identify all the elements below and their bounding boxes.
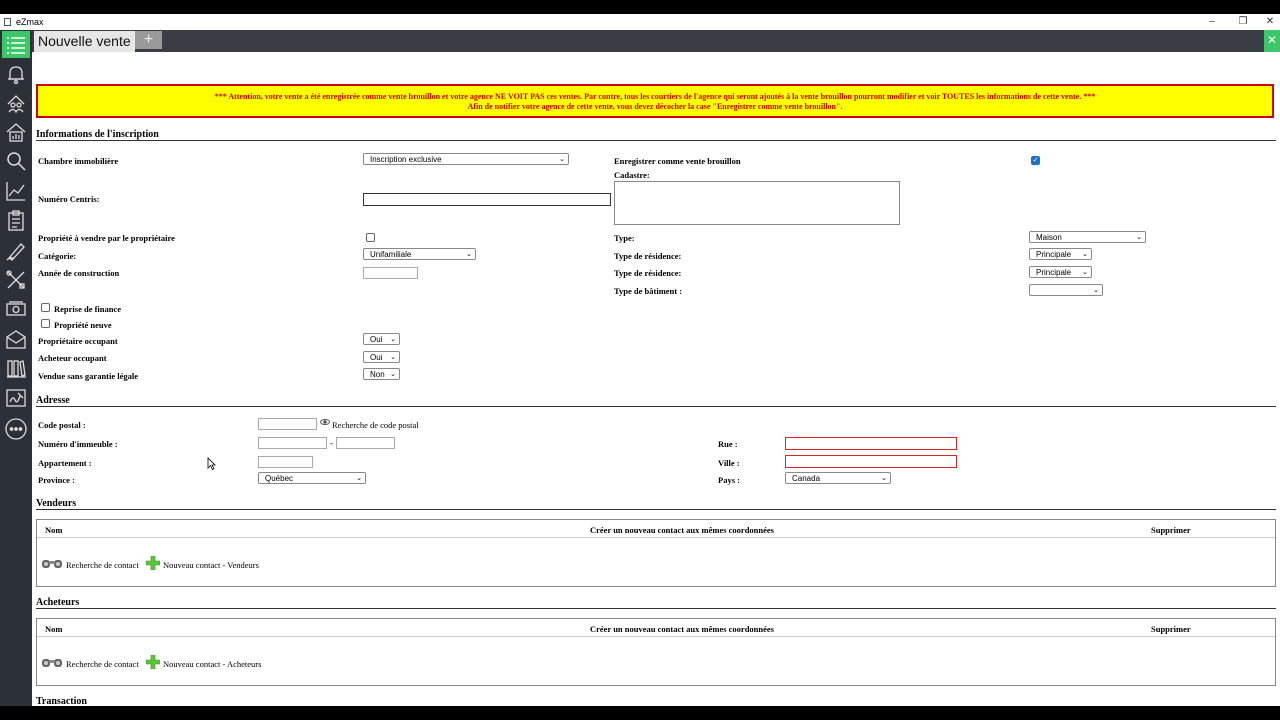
garantie-value: Non xyxy=(370,370,385,379)
eye-icon[interactable] xyxy=(320,418,330,428)
menu-icon[interactable] xyxy=(2,31,30,58)
centris-input[interactable] xyxy=(363,193,611,206)
chevron-down-icon: ⌄ xyxy=(1082,269,1088,276)
categorie-label: Catégorie: xyxy=(38,251,77,261)
annee-input[interactable] xyxy=(363,267,418,279)
pays-value: Canada xyxy=(792,474,821,483)
col-creer: Créer un nouveau contact aux mêmes coordonnées xyxy=(590,525,774,535)
restore-button[interactable]: ❐ xyxy=(1238,16,1248,27)
minimize-button[interactable]: – xyxy=(1209,16,1215,27)
postal-label: Code postal : xyxy=(38,420,86,430)
garantie-select[interactable] xyxy=(363,368,400,380)
residence1-select[interactable] xyxy=(1029,248,1092,260)
immeuble-dash: - xyxy=(330,438,333,448)
table-header xyxy=(37,619,1275,637)
col-supprimer: Supprimer xyxy=(1151,624,1191,634)
money-icon[interactable] xyxy=(3,296,29,322)
section-divider xyxy=(36,140,1276,141)
close-app-button[interactable]: ✕ xyxy=(1264,30,1280,52)
more-icon[interactable] xyxy=(3,416,29,442)
immeuble-label: Numéro d'immeuble : xyxy=(38,439,118,449)
acheteurs-new-link[interactable]: Nouveau contact - Acheteurs xyxy=(163,659,262,669)
type-value: Maison xyxy=(1036,233,1062,242)
chambre-value: Inscription exclusive xyxy=(370,155,442,164)
signature-icon[interactable] xyxy=(3,385,29,411)
brouillon-checkbox[interactable]: ✓ xyxy=(1032,156,1039,164)
tab-bar xyxy=(32,30,1280,52)
centris-label: Numéro Centris: xyxy=(38,194,100,204)
immeuble-to-input[interactable] xyxy=(336,437,395,449)
section-title-acheteurs: Acheteurs xyxy=(36,597,80,608)
chevron-down-icon: ⌄ xyxy=(356,475,362,482)
ach-occ-label: Acheteur occupant xyxy=(38,353,107,363)
section-title-transaction: Transaction xyxy=(36,696,87,706)
col-creer: Créer un nouveau contact aux mêmes coordonnées xyxy=(590,624,774,634)
reprise-label: Reprise de finance xyxy=(54,304,122,314)
neuve-label: Propriété neuve xyxy=(54,320,112,330)
reprise-checkbox[interactable] xyxy=(41,303,50,312)
neuve-checkbox[interactable] xyxy=(41,319,50,328)
batiment-select[interactable] xyxy=(1029,284,1103,296)
rue-input[interactable] xyxy=(785,437,957,450)
section-title-inscription: Informations de l'inscription xyxy=(36,129,159,140)
type-label: Type: xyxy=(614,233,635,243)
section-divider xyxy=(36,406,1276,407)
chevron-down-icon: ⌄ xyxy=(390,371,396,378)
residence2-label: Type de résidence: xyxy=(614,268,682,278)
binoculars-icon[interactable] xyxy=(41,558,63,572)
rue-label: Rue : xyxy=(718,439,738,449)
province-label: Province : xyxy=(38,475,75,485)
mouse-cursor-icon xyxy=(207,457,216,472)
clipboard-icon[interactable] xyxy=(3,208,29,234)
acheteurs-table xyxy=(36,618,1276,686)
annee-label: Année de construction xyxy=(38,268,120,278)
draft-warning-banner xyxy=(36,84,1274,118)
binoculars-icon[interactable] xyxy=(41,657,63,671)
warning-line-2: Afin de notifier votre agence de cette vente, vous devez décocher la case "Enregistrer comme vente brouillon". xyxy=(467,102,843,111)
window-close-button[interactable]: ✕ xyxy=(1265,16,1275,27)
proprio-label: Propriété à vendre par le propriétaire xyxy=(38,233,175,243)
prop-occ-label: Propriétaire occupant xyxy=(38,336,118,346)
residence1-label: Type de résidence: xyxy=(614,251,682,261)
garantie-label: Vendue sans garantie légale xyxy=(38,371,139,381)
categorie-value: Unifamiliale xyxy=(370,250,412,259)
vendeurs-search-link[interactable]: Recherche de contact xyxy=(66,560,139,570)
brouillon-label: Enregistrer comme vente brouillon xyxy=(614,156,741,166)
chevron-down-icon: ⌄ xyxy=(1136,234,1142,241)
chart-icon[interactable] xyxy=(3,178,29,204)
pays-label: Pays : xyxy=(718,475,740,485)
province-select[interactable] xyxy=(258,472,366,484)
chevron-down-icon: ⌄ xyxy=(1082,251,1088,258)
window-titlebar xyxy=(0,14,1280,30)
ach-occ-value: Oui xyxy=(370,353,383,362)
postal-input[interactable] xyxy=(258,418,317,430)
col-nom: Nom xyxy=(45,525,63,535)
main-content xyxy=(32,52,1280,706)
chambre-select[interactable] xyxy=(363,153,569,165)
cadastre-label: Cadastre: xyxy=(614,170,650,180)
bell-icon[interactable] xyxy=(3,61,29,87)
categorie-select[interactable] xyxy=(363,248,476,260)
postal-search-link[interactable]: Recherche de code postal xyxy=(332,420,419,430)
section-title-vendeurs: Vendeurs xyxy=(36,498,77,509)
people-house-icon[interactable] xyxy=(3,90,29,116)
prop-occ-select[interactable] xyxy=(363,333,400,345)
chevron-down-icon: ⌄ xyxy=(466,251,472,258)
col-supprimer: Supprimer xyxy=(1151,525,1191,535)
batiment-label: Type de bâtiment : xyxy=(614,286,683,296)
search-icon[interactable] xyxy=(3,148,29,174)
ville-input[interactable] xyxy=(785,455,957,468)
add-tab-button[interactable]: + xyxy=(135,31,162,49)
appart-input[interactable] xyxy=(258,456,313,468)
chambre-label: Chambre immobilière xyxy=(38,156,119,166)
acheteurs-search-link[interactable]: Recherche de contact xyxy=(66,659,139,669)
appart-label: Appartement : xyxy=(38,458,92,468)
tools-house-icon[interactable] xyxy=(3,267,29,293)
sidebar xyxy=(0,30,32,706)
plus-icon[interactable] xyxy=(146,655,160,671)
section-divider xyxy=(36,509,1276,510)
residence2-value: Principale xyxy=(1036,268,1072,277)
chevron-down-icon: ⌄ xyxy=(390,354,396,361)
app-icon xyxy=(4,18,11,26)
table-header xyxy=(37,520,1275,538)
immeuble-from-input[interactable] xyxy=(258,437,327,449)
mail-icon[interactable] xyxy=(3,326,29,352)
chevron-down-icon: ⌄ xyxy=(559,156,565,163)
chevron-down-icon: ⌄ xyxy=(390,336,396,343)
vendeurs-table xyxy=(36,519,1276,587)
residence1-value: Principale xyxy=(1036,250,1072,259)
vendeurs-new-link[interactable]: Nouveau contact - Vendeurs xyxy=(163,560,259,570)
pen-icon[interactable] xyxy=(3,238,29,264)
plus-icon[interactable] xyxy=(146,556,160,572)
house-chart-icon[interactable] xyxy=(3,119,29,145)
books-icon[interactable] xyxy=(3,355,29,381)
col-nom: Nom xyxy=(45,624,63,634)
residence2-select[interactable] xyxy=(1029,266,1092,278)
cadastre-textarea[interactable] xyxy=(614,181,900,225)
section-title-adresse: Adresse xyxy=(36,395,70,406)
ach-occ-select[interactable] xyxy=(363,351,400,363)
chevron-down-icon: ⌄ xyxy=(881,475,887,482)
tab-nouvelle-vente[interactable]: Nouvelle vente xyxy=(34,31,135,52)
province-value: Québec xyxy=(265,474,294,483)
proprio-checkbox[interactable] xyxy=(366,233,375,242)
section-divider xyxy=(36,608,1276,609)
window-title: eZmax xyxy=(16,17,44,27)
pays-select[interactable] xyxy=(785,472,891,484)
prop-occ-value: Oui xyxy=(370,335,383,344)
chevron-down-icon: ⌄ xyxy=(1093,287,1099,294)
ville-label: Ville : xyxy=(718,458,740,468)
warning-line-1: *** Attention, votre vente a été enregistrée comme vente brouillon et votre agence NE VOIT PAS ces ventes. Par contre, tous les courtiers de l'agence qui seront ajoutés à la vente brouillon pourront modifier et voir TOUTES les informations de cette vente. *** xyxy=(214,92,1096,101)
type-select[interactable] xyxy=(1029,231,1146,243)
